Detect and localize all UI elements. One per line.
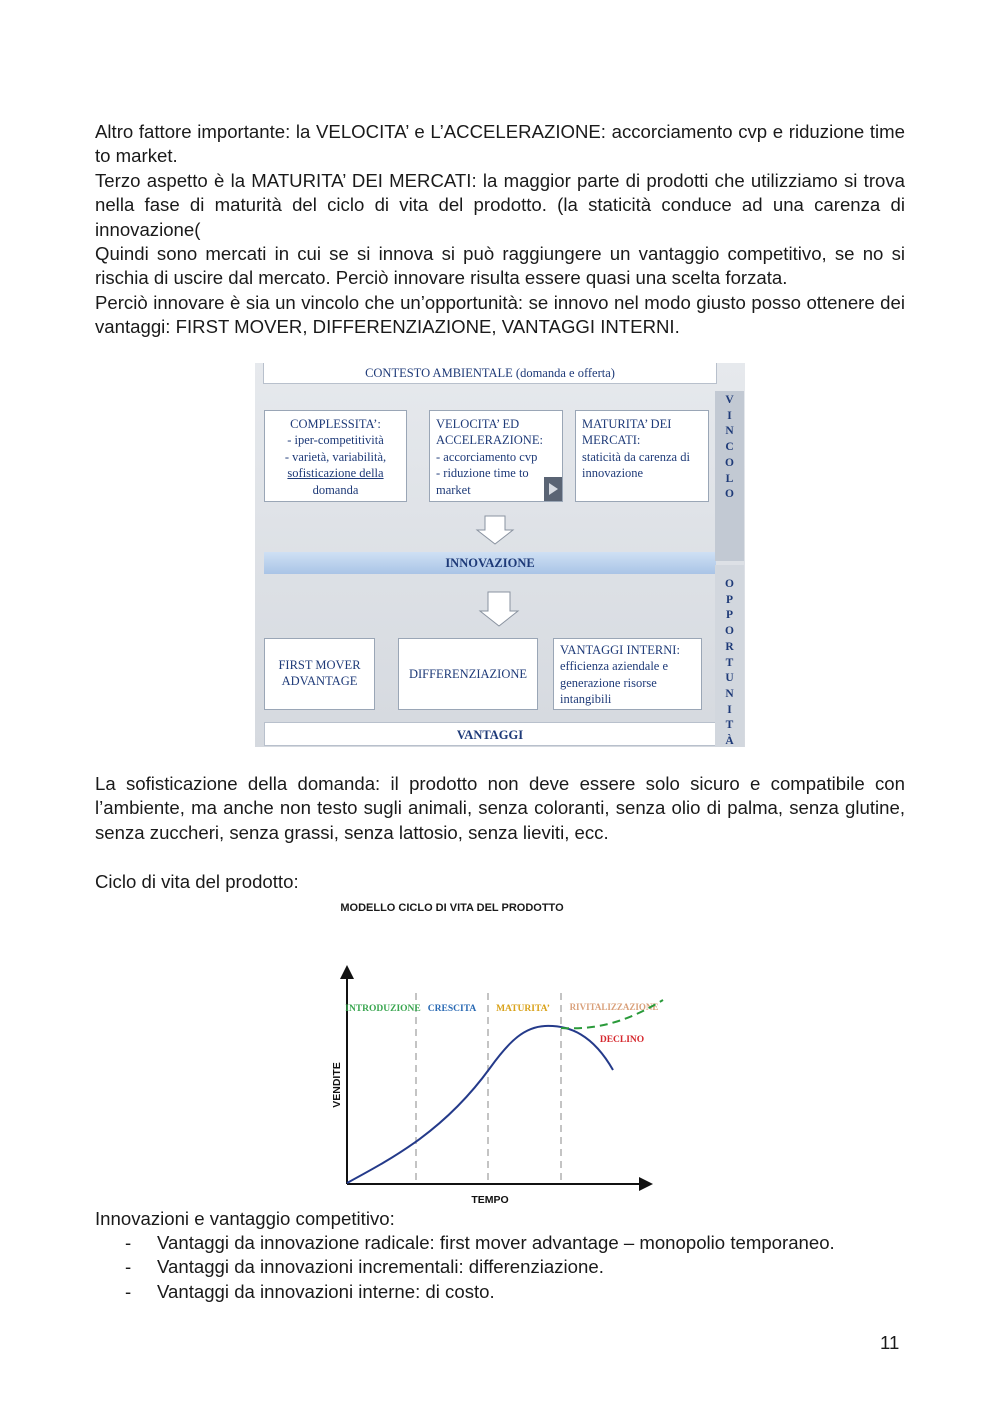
phase-label-declino: DECLINO — [599, 1035, 645, 1045]
phase-label-maturita: MATURITA’ — [496, 1004, 550, 1014]
box-line: VELOCITA’ ED — [436, 417, 520, 431]
phase-label-rivitalizzazione: RIVITALIZZAZIONE — [569, 1002, 659, 1012]
side-letter: À — [725, 735, 734, 747]
list-bullet: - — [125, 1232, 132, 1254]
box-line: domanda — [312, 482, 359, 497]
side-letter: P — [725, 609, 734, 622]
vantaggi-list — [95, 1207, 905, 1304]
side-letter: L — [725, 472, 734, 485]
side-letter: N — [725, 687, 734, 700]
complessita-box — [264, 410, 407, 502]
down-arrow-icon — [478, 591, 520, 627]
box-line: ADVANTAGE — [281, 674, 358, 689]
box-line: - riduzione time to — [436, 466, 529, 481]
side-letter: T — [725, 656, 734, 669]
box-line: intangibili — [560, 692, 612, 707]
box-line: staticità da carenza di — [582, 449, 690, 464]
box-line: FIRST MOVER — [278, 658, 361, 672]
side-letter: I — [727, 703, 732, 716]
product-lifecycle-chart — [325, 895, 675, 1210]
intro-text — [95, 120, 905, 340]
box-line: innovazione — [582, 466, 644, 481]
box-line: sofisticazione della — [287, 466, 384, 481]
innovazione-band: INNOVAZIONE — [264, 552, 716, 574]
box-line: efficienza aziendale e — [560, 659, 669, 674]
intro-paragraph-4: Perciò innovare è sia un vincolo che un’opportunità: se innovo nel modo giusto posso ottenere dei vantaggi: FIRST MOVER, DIFFERENZIAZIONE, VANTAGGI INTERNI. — [95, 291, 905, 338]
differenziazione-box — [398, 638, 538, 710]
box-line: COMPLESSITA’: — [290, 417, 381, 431]
phase-label-introduzione: INTRODUZIONE — [345, 1004, 421, 1014]
side-letter: T — [725, 719, 734, 732]
box-line: ACCELERAZIONE: — [436, 433, 543, 448]
vincolo-side-label — [715, 391, 744, 561]
list-bullet: - — [125, 1280, 132, 1302]
intro-paragraph-1: Altro fattore importante: la VELOCITA’ e L’ACCELERAZIONE: accorciamento cvp e riduzione time to market. — [95, 121, 905, 167]
phase-label-crescita: CRESCITA — [427, 1004, 477, 1014]
vantaggi-interni-box — [553, 638, 702, 710]
side-letter: C — [725, 441, 734, 454]
side-letter: O — [725, 625, 734, 638]
side-letter: N — [725, 425, 734, 438]
y-axis-arrow-icon — [340, 965, 354, 979]
list-bullet: - — [125, 1256, 132, 1278]
list-item-text: Vantaggi da innovazioni interne: di costo. — [157, 1280, 495, 1302]
side-letter: P — [725, 593, 734, 606]
box-line: market — [436, 482, 471, 497]
page-number: 11 — [880, 1332, 900, 1353]
list-item-text: Vantaggi da innovazioni incrementali: differenziazione. — [157, 1256, 604, 1278]
intro-paragraph-3: Quindi sono mercati in cui se si innova si può raggiungere un vantaggio competitivo, se no si rischia di uscire dal mercato. Perciò innovare risulta essere quasi una scelta forzata. — [95, 243, 905, 289]
side-letter: O — [725, 488, 734, 501]
diagram-header: CONTESTO AMBIENTALE (domanda e offerta) — [263, 363, 717, 384]
first-mover-box — [264, 638, 375, 710]
chart-title: MODELLO CICLO DI VITA DEL PRODOTTO — [340, 902, 564, 914]
box-line: - iper-competitività — [287, 433, 384, 448]
innovation-diagram — [255, 363, 745, 747]
down-arrow-icon — [475, 515, 515, 545]
lifecycle-curve — [347, 1026, 613, 1183]
side-letter: U — [725, 672, 734, 685]
side-letter: V — [725, 394, 734, 406]
box-line: generazione risorse — [560, 675, 657, 690]
box-line: VANTAGGI INTERNI: — [560, 643, 680, 657]
intro-paragraph-2: Terzo aspetto è la MATURITA’ DEI MERCATI: la maggior parte di prodotti che utilizziamo si trova nella fase di maturità del ciclo di vita del prodotto. (la staticità conduce ad una carenza di innovazione( — [95, 169, 905, 240]
box-line: MATURITA’ DEI — [582, 417, 672, 431]
side-letter: I — [727, 409, 732, 422]
list-item — [95, 1255, 905, 1279]
box-line: - varietà, variabilità, — [284, 449, 387, 464]
box-line: MERCATI: — [582, 433, 641, 448]
box-line: DIFFERENZIAZIONE — [408, 667, 528, 681]
list-item — [95, 1231, 905, 1255]
y-axis-label: VENDITE — [331, 1062, 343, 1108]
maturita-box — [575, 410, 709, 502]
x-axis-arrow-icon — [639, 1177, 653, 1191]
vantaggi-band: VANTAGGI — [264, 722, 716, 746]
ciclo-label: Ciclo di vita del prodotto: — [95, 871, 299, 892]
opportunita-side-label — [715, 565, 744, 747]
side-letter: O — [725, 578, 734, 590]
x-axis-label: TEMPO — [471, 1194, 509, 1206]
sofisticazione-paragraph: La sofisticazione della domanda: il prodotto non deve essere solo sicuro e compatibile con l’ambiente, ma anche non testo sugli animali, senza coloranti, senza olio di palma, senza glutine, senza zuccheri, senza grassi, senza lattosio, senza lieviti, ecc. — [95, 773, 905, 843]
list-title: Innovazioni e vantaggio competitivo: — [95, 1208, 395, 1229]
velocita-box — [429, 410, 563, 502]
side-letter: O — [725, 456, 734, 469]
box-line: - accorciamento cvp — [436, 449, 538, 464]
list-item — [95, 1280, 905, 1304]
side-letter: R — [725, 640, 734, 653]
play-icon — [544, 477, 562, 501]
list-item-text: Vantaggi da innovazione radicale: first mover advantage – monopolio temporaneo. — [157, 1232, 835, 1254]
